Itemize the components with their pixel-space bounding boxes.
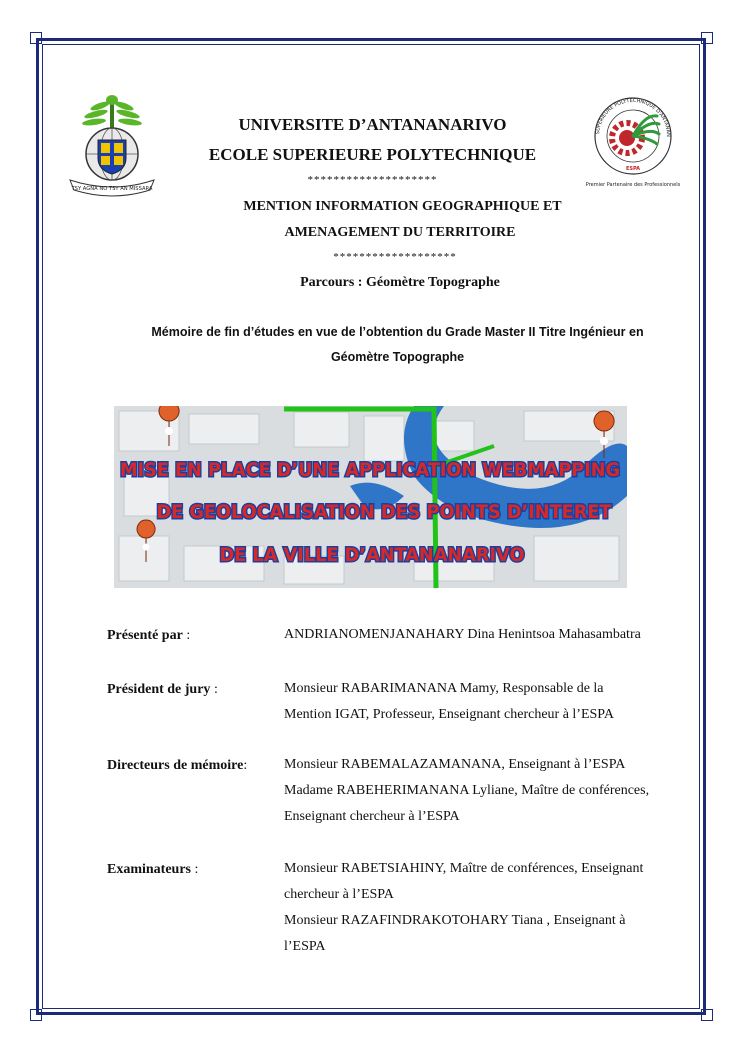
corner-ornament-tl [30, 32, 42, 44]
examinateurs-line: Monsieur RAZAFINDRAKOTOHARY Tiana , Enseignant à [284, 913, 626, 928]
espa-tagline: Premier Partenaire des Professionnels [585, 182, 681, 188]
president-label [107, 682, 218, 698]
examinateurs-line: Monsieur RABETSIAHINY, Maître de conférences, Enseignant [284, 861, 644, 876]
directeurs-line: Monsieur RABEMALAZAMANANA, Enseignant à l’ESPA [284, 757, 626, 772]
corner-ornament-tr [701, 32, 713, 44]
separator-stars-bottom: ******************* [333, 251, 457, 263]
president-line: Monsieur RABARIMANANA Mamy, Responsable de la [284, 681, 604, 696]
examinateurs-line: l’ESPA [284, 939, 326, 954]
banner-line-3: DE LA VILLE D’ANTANANARIVO [219, 544, 525, 566]
examinateurs-label [107, 862, 198, 878]
presente-label [107, 628, 190, 644]
presente-label-text: Présenté par [107, 628, 183, 643]
president-label-text: Président de jury [107, 682, 211, 697]
mention-line-1: MENTION INFORMATION GEOGRAPHIQUE ET [243, 199, 562, 214]
presente-line: ANDRIANOMENJANAHARY Dina Henintsoa Mahasambatra [284, 627, 641, 642]
president-line: Mention IGAT, Professeur, Enseignant chercheur à l’ESPA [284, 707, 614, 722]
banner-line-1: MISE EN PLACE D’UNE APPLICATION WEBMAPPING [120, 459, 620, 481]
espa-ring-text: SUPERIEURE POLYTECHNIQUE D'ANTANAN [595, 97, 672, 137]
president-value [284, 676, 684, 728]
university-motto: TSY AGNA NO TSY AN MISSARA [71, 186, 153, 192]
directeurs-line: Enseignant chercheur à l’ESPA [284, 809, 460, 824]
parcours: Parcours : Géomètre Topographe [300, 275, 500, 290]
corner-ornament-bl [30, 1009, 42, 1021]
memoire-subtitle [110, 320, 685, 370]
memoire-line-2: Géomètre Topographe [330, 350, 465, 364]
directeurs-label-suffix: : [243, 758, 248, 773]
school-name: ECOLE SUPERIEURE POLYTECHNIQUE [208, 145, 537, 164]
president-label-suffix: : [210, 682, 218, 697]
title-banner [114, 406, 627, 588]
memoire-line-1: Mémoire de fin d’études en vue de l’obtention du Grade Master II Titre Ingénieur en [151, 325, 644, 339]
corner-ornament-br [701, 1009, 713, 1021]
examinateurs-label-text: Examinateurs [107, 862, 191, 877]
banner-line-2: DE GEOLOCALISATION DES POINTS D’INTERET [156, 501, 612, 523]
mention-line-2: AMENAGEMENT DU TERRITOIRE [284, 225, 516, 240]
separator-stars-top: ******************** [307, 174, 438, 186]
university-name: UNIVERSITE D’ANTANANARIVO [238, 115, 507, 134]
examinateurs-line: chercheur à l’ESPA [284, 887, 394, 902]
espa-badge: ESPA [625, 166, 641, 172]
directeurs-value [284, 752, 684, 830]
directeurs-label-text: Directeurs de mémoire [107, 758, 244, 773]
examinateurs-value [284, 856, 684, 960]
presente-value [284, 622, 684, 648]
directeurs-label [107, 758, 247, 774]
directeurs-line: Madame RABEHERIMANANA Lyliane, Maître de conférences, [284, 783, 650, 798]
presente-label-suffix: : [182, 628, 191, 643]
examinateurs-label-suffix: : [191, 862, 199, 877]
